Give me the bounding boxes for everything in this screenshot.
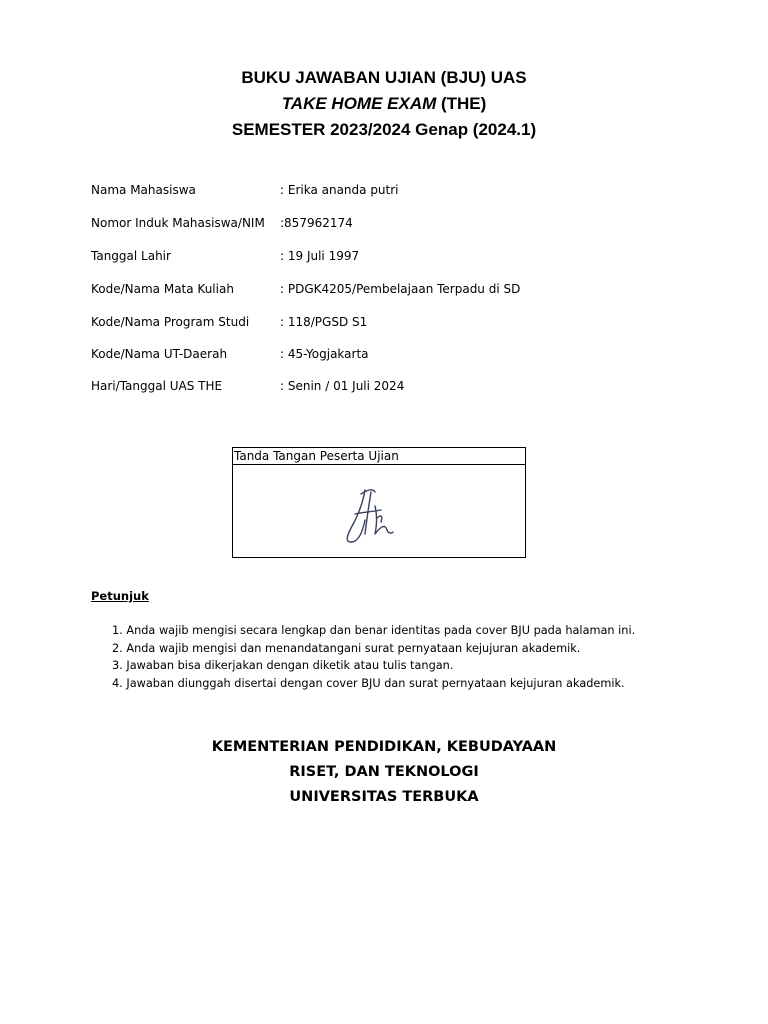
instruction-item: 1. Anda wajib mengisi secara lengkap dan benar identitas pada cover BJU pada halaman ini.	[112, 624, 636, 637]
identity-value: : 19 Juli 1997	[280, 249, 360, 263]
footer-university: UNIVERSITAS TERBUKA	[289, 789, 479, 805]
footer-ministry: KEMENTERIAN PENDIDIKAN, KEBUDAYAAN	[211, 739, 557, 755]
identity-label: Nama Mahasiswa	[91, 183, 196, 197]
footer-ministry-2: RISET, DAN TEKNOLOGI	[289, 764, 479, 780]
identity-label: Nomor Induk Mahasiswa/NIM	[91, 216, 265, 230]
identity-label: Kode/Nama Mata Kuliah	[91, 282, 234, 296]
subtitle-italic: TAKE HOME EXAM	[281, 94, 437, 113]
subtitle-rest: (THE)	[436, 94, 487, 113]
document-semester: SEMESTER 2023/2024 Genap (2024.1)	[231, 120, 537, 139]
instruction-item: 4. Jawaban diunggah disertai dengan cover BJU dan surat pernyataan kejujuran akademik.	[112, 677, 625, 691]
document-subtitle	[0, 94, 768, 114]
identity-value: : 118/PGSD S1	[280, 315, 368, 329]
identity-value: : Senin / 01 Juli 2024	[280, 379, 405, 393]
instructions-list	[112, 622, 635, 693]
identity-value: : 45-Yogjakarta	[280, 347, 369, 361]
identity-label: Kode/Nama Program Studi	[91, 315, 250, 329]
signature-box-title: Tanda Tangan Peserta Ujian	[233, 448, 525, 465]
document-title: BUKU JAWABAN UJIAN (BJU) UAS	[241, 68, 527, 87]
instruction-item: 3. Jawaban bisa dikerjakan dengan diketik atau tulis tangan.	[112, 659, 454, 673]
signature-box	[232, 447, 526, 558]
identity-value: : PDGK4205/Pembelajaan Terpadu di SD	[280, 282, 521, 296]
signature-image	[341, 484, 401, 548]
identity-label: Tanggal Lahir	[91, 249, 171, 263]
instruction-item: 2. Anda wajib mengisi dan menandatangani surat pernyataan kejujuran akademik.	[112, 641, 581, 655]
identity-value: : Erika ananda putri	[280, 183, 399, 197]
identity-label: Hari/Tanggal UAS THE	[91, 379, 223, 393]
instructions-title: Petunjuk	[91, 589, 149, 603]
identity-label: Kode/Nama UT-Daerah	[91, 347, 228, 361]
identity-value: :857962174	[280, 216, 353, 230]
